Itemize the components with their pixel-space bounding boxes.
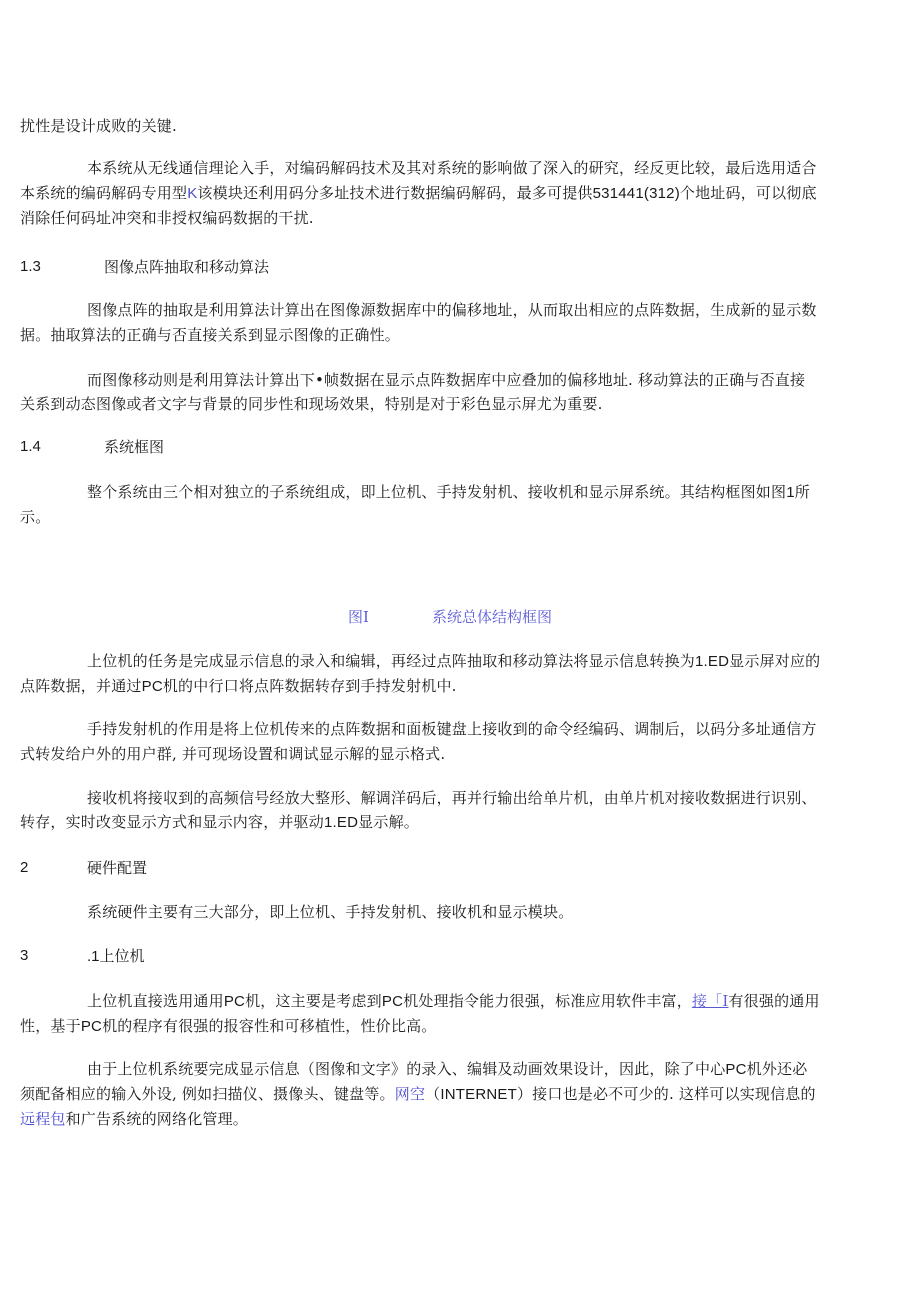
number-text: 1 xyxy=(786,484,795,501)
text: 机的中行口将点阵数据转存到手持发射机中. xyxy=(162,677,457,695)
text: 机处理指令能力很强，标准应用软件丰富， xyxy=(403,992,692,1010)
section-title xyxy=(87,946,145,967)
paragraph-line xyxy=(87,651,900,672)
highlighted-text: 远程包 xyxy=(20,1110,66,1128)
text: 性，基于 xyxy=(20,1017,81,1035)
text: 点阵数据，并通过 xyxy=(20,677,142,695)
paragraph-line xyxy=(20,208,900,228)
paragraph-line xyxy=(20,394,900,414)
figure-label: 图I xyxy=(348,608,369,626)
paragraph-line xyxy=(87,300,900,320)
text: 上位机直接选用通用 xyxy=(87,992,224,1010)
number-text: （INTERNET） xyxy=(425,1086,533,1103)
interface-link[interactable]: 接「I xyxy=(691,992,729,1010)
text: 机，这主要是考虑到 xyxy=(245,992,382,1010)
number-text: .1 xyxy=(87,948,100,965)
paragraph-line xyxy=(20,325,900,345)
text: 显示解。 xyxy=(358,813,419,831)
section-title: 硬件配置 xyxy=(87,859,148,877)
paragraph-line xyxy=(20,183,900,204)
paragraph-line xyxy=(20,1084,900,1105)
section-number: 2 xyxy=(20,859,29,876)
number-text: PC xyxy=(80,1018,103,1035)
paragraph-line xyxy=(20,812,900,833)
highlighted-text: 网空 xyxy=(394,1085,426,1103)
highlighted-text: K xyxy=(187,185,198,202)
text: 关系到动态图像或者文字与背景的同步性和现场效果，特别是对于彩色显示屏尤为重要. xyxy=(20,395,603,413)
paragraph-line xyxy=(20,507,900,527)
text: 式转发给户外的用户群, 并可现场设置和调试显示解的显示格式. xyxy=(20,745,446,763)
section-number: 1.3 xyxy=(20,258,41,275)
paragraph-line xyxy=(20,116,900,136)
text: 和广告系统的网络化管理。 xyxy=(65,1110,249,1128)
text: 系统硬件主要有三大部分，即上位机、手持发射机、接收机和显示模块。 xyxy=(87,903,574,921)
number-text: 1.ED xyxy=(695,653,730,670)
text: 机外还必 xyxy=(746,1060,808,1078)
text: 接收机将接収到的高频信号经放大整形、解调洋码后，再并行输出给单片机，由单片机对接收数据进行识别、 xyxy=(87,789,817,807)
text: 据。抽取算法的正确与否直接关系到显示图像的正确性。 xyxy=(20,326,401,344)
paragraph-line xyxy=(20,1016,900,1037)
paragraph-line xyxy=(87,158,900,178)
number-text: 1.ED xyxy=(324,814,359,831)
paragraph-line xyxy=(87,719,900,739)
section-number: 3 xyxy=(20,947,29,964)
text: 所 xyxy=(794,483,810,501)
text: 上位机的任务是完成显示信息的录入和编辑，再经过点阵抽取和移动算法将显示信息转换为 xyxy=(87,652,696,670)
text: 整个系统由三个相对独立的子系统组成，即上位机、手持发射机、接收机和显示屏系统。其结构框图如图 xyxy=(87,483,787,501)
section-number: 1.4 xyxy=(20,438,41,455)
text: 须配备相应的输入外设, 例如扫描仪、摄像头、键盘等。 xyxy=(20,1085,395,1103)
text: 该模块还利用码分多址技术进行数据编码解码，最多可提供 xyxy=(197,184,593,202)
number-text: 531441(312) xyxy=(592,185,680,202)
text: 本系统的编码解码专用型 xyxy=(20,184,188,202)
text: 接口也是必不可少的. 这样可以实现信息的 xyxy=(532,1085,816,1103)
text: 转存，实时改变显示方式和显示内容，并驱动 xyxy=(20,813,325,831)
number-text: PC xyxy=(381,993,404,1010)
section-title: 图像点阵抽取和移动算法 xyxy=(104,258,270,276)
paragraph-line xyxy=(87,902,900,922)
figure-caption: 系统总体结构框图 xyxy=(432,608,553,626)
section-title: 系统框图 xyxy=(104,438,165,456)
text: 上位机 xyxy=(99,947,145,965)
text: 有很强的通用 xyxy=(728,992,820,1010)
text: 由于上位机系统要完成显示信息（图像和文字》的录入、编辑及动画效果设计，因此，除了中心 xyxy=(87,1060,726,1078)
text: 手持发射机的作用是将上位机传来的点阵数据和面板键盘上接收到的命令经编码、调制后，以码分多址通信方 xyxy=(87,720,817,738)
paragraph-line xyxy=(87,1059,900,1080)
text: 而图像移动则是利用算法计算出下•帧数据在显示点阵数据库中应叠加的偏移地址. 移动算法的正确与否直接 xyxy=(87,371,806,389)
number-text: PC xyxy=(725,1061,747,1078)
text: 消除任何码址冲突和非授权编码数据的干扰. xyxy=(20,209,314,227)
number-text: PC xyxy=(141,678,163,695)
text: 显示屏对应的 xyxy=(729,652,821,670)
text: 扰性是设计成败的关键. xyxy=(20,117,177,135)
paragraph-line xyxy=(87,991,900,1012)
paragraph-line xyxy=(20,676,900,697)
paragraph-line xyxy=(20,1109,900,1129)
text: 机的程序有很强的报容性和可移植性，性价比高。 xyxy=(102,1017,437,1035)
text: 示。 xyxy=(20,508,51,526)
text: 个地址码，可以彻底 xyxy=(679,184,817,202)
number-text: PC xyxy=(223,993,246,1010)
text: 图像点阵的抽取是利用算法计算出在图像源数据库中的偏移地址，从而取出相应的点阵数据，生成新的显示数 xyxy=(87,301,817,319)
paragraph-line xyxy=(20,744,900,764)
paragraph-line xyxy=(87,788,900,808)
paragraph-line xyxy=(87,482,900,503)
paragraph-line xyxy=(87,370,900,390)
text: 本系统从无线通信理论入手，对编码解码技术及其对系统的影响做了深入的研究，经反更比较，最后选用适合 xyxy=(87,159,817,177)
